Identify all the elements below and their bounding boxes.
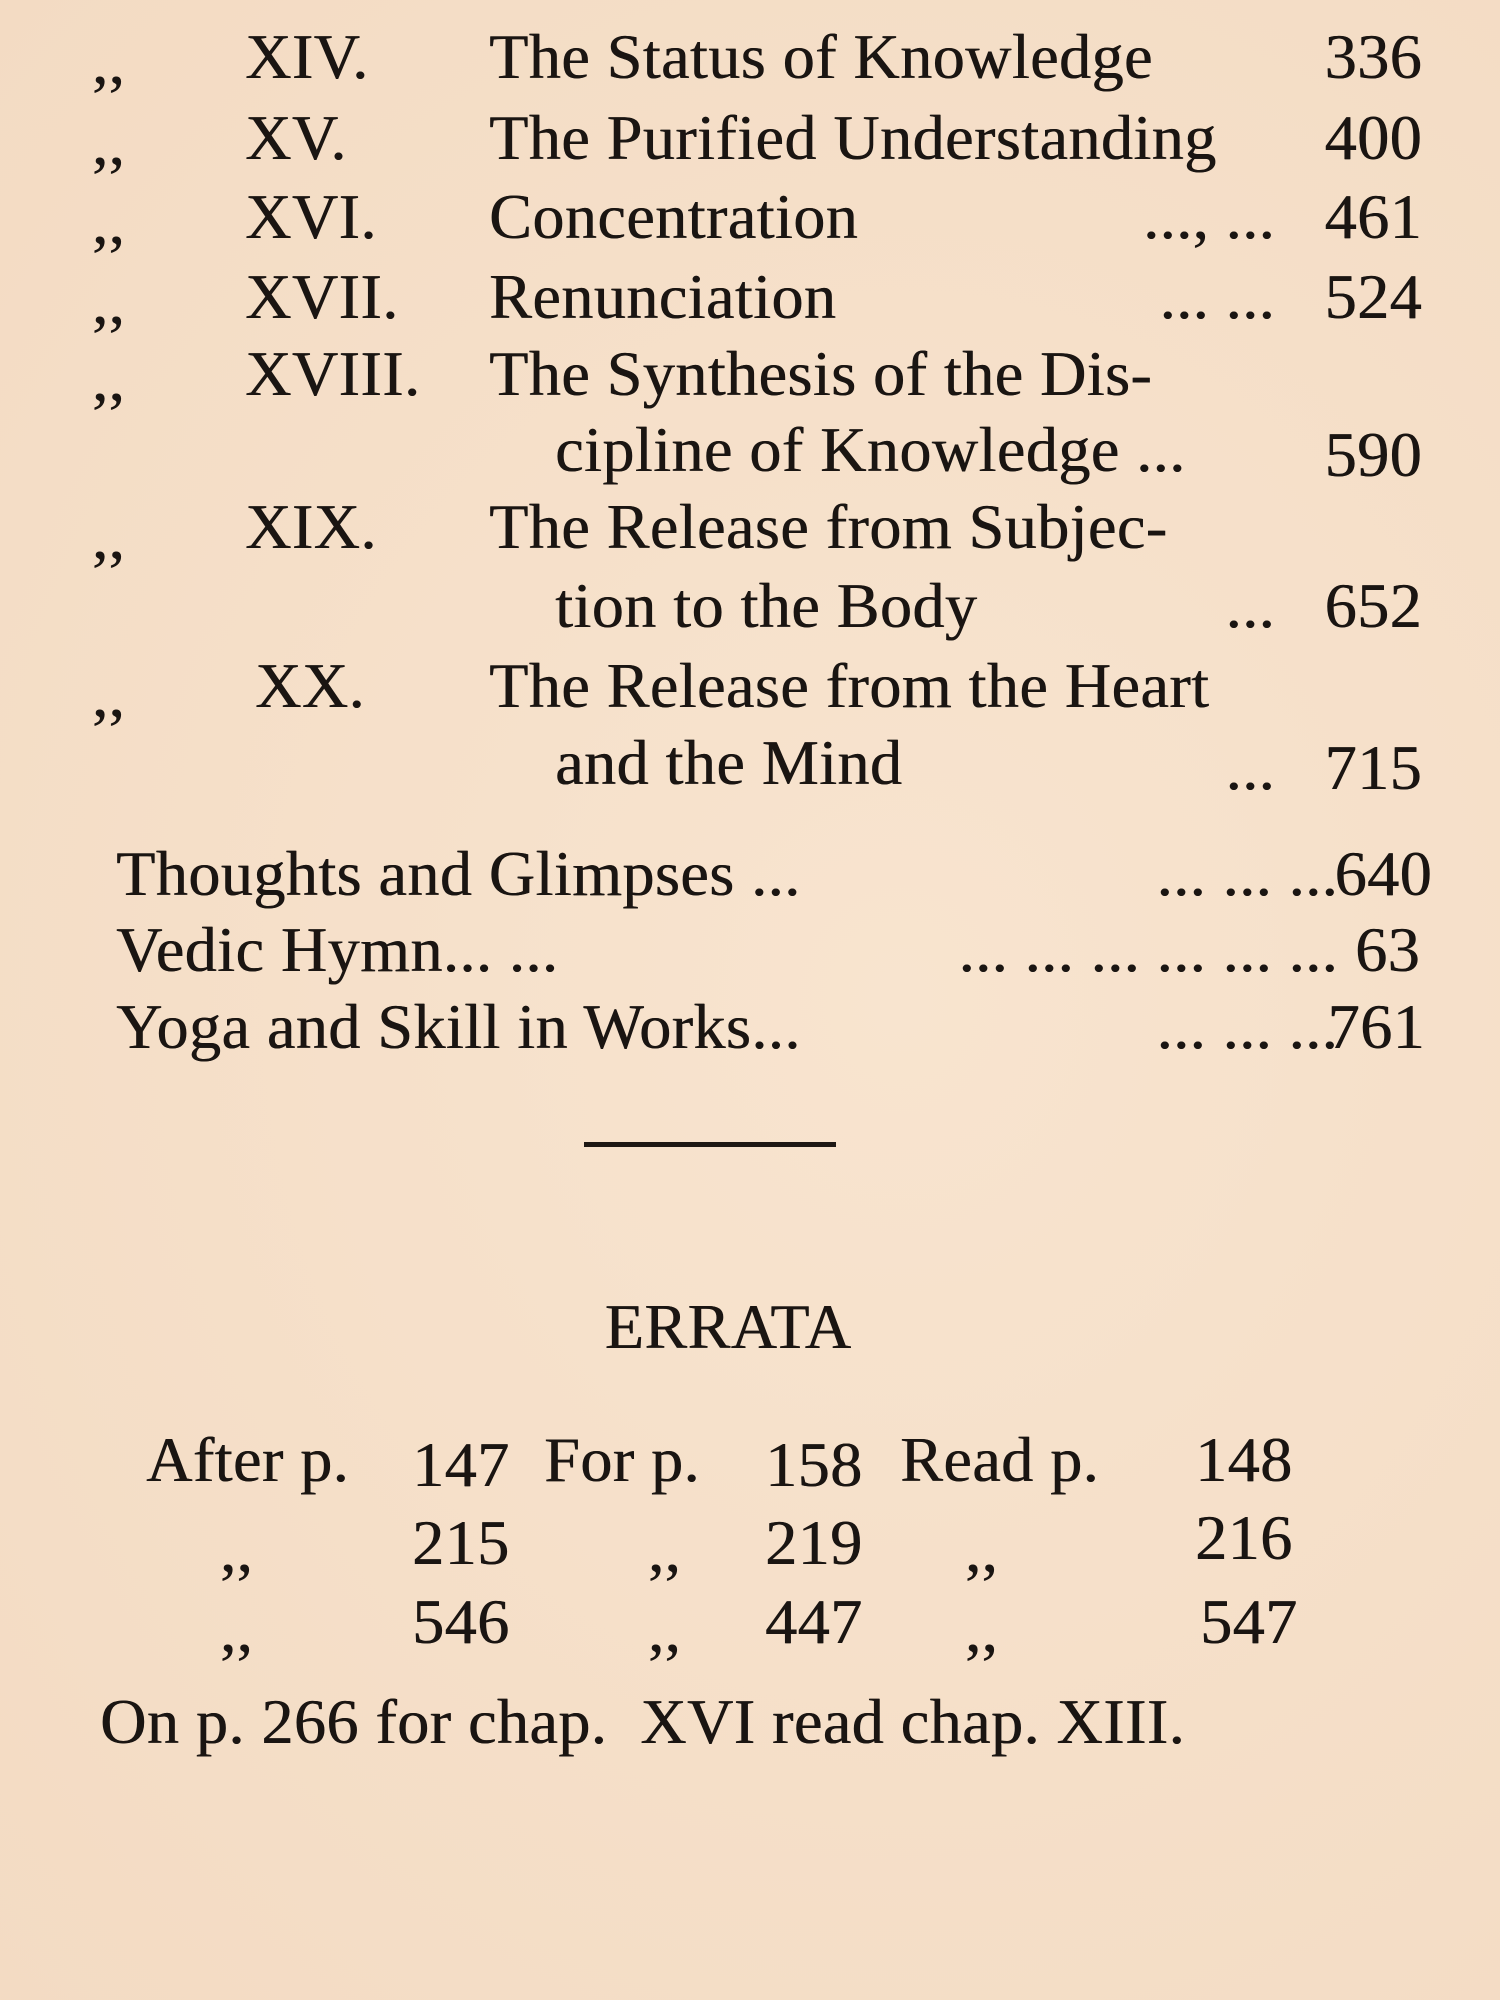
page-number: 640 [1334, 838, 1432, 909]
chapter-numeral: XVI. [245, 181, 377, 252]
chapter-title: The Status of Knowledge [489, 21, 1153, 92]
ditto-mark: ,, [220, 1514, 253, 1585]
dot-leader: ... ... ... ... ... ... [958, 914, 1338, 985]
ditto-mark: ,, [92, 26, 125, 97]
page-number: 461 [1324, 181, 1422, 252]
ditto-mark: ,, [965, 1514, 998, 1585]
chapter-title-line-1: The Synthesis of the Dis- [489, 338, 1153, 409]
chapter-numeral: XVII. [245, 261, 399, 332]
chapter-title-line-2: and the Mind [555, 727, 903, 798]
ditto-mark: ,, [648, 1514, 681, 1585]
ditto-mark: ,, [220, 1594, 253, 1665]
chapter-numeral: XIX. [245, 491, 377, 562]
ditto-mark: ,, [92, 501, 125, 572]
ditto-mark: ,, [92, 659, 125, 730]
chapter-numeral: XIV. [245, 21, 369, 92]
errata-label: After p. [146, 1424, 350, 1495]
entry-title: Vedic Hymn... ... [116, 914, 559, 985]
page-number: 336 [1324, 21, 1422, 92]
page-number: 400 [1324, 102, 1422, 173]
errata-note: On p. 266 for chap. XVI read chap. XIII. [100, 1686, 1185, 1757]
chapter-numeral: XVIII. [245, 338, 421, 409]
chapter-title-line-1: The Release from the Heart [489, 650, 1210, 721]
errata-page: 219 [765, 1507, 863, 1578]
section-divider [584, 1142, 836, 1147]
page-number: 590 [1324, 419, 1422, 490]
dot-leader: ... [1225, 732, 1275, 803]
errata-page: 447 [765, 1586, 863, 1657]
ditto-mark: ,, [648, 1594, 681, 1665]
ditto-mark: ,, [92, 266, 125, 337]
chapter-title-line-2: tion to the Body [555, 570, 978, 641]
dot-leader: ... ... [1159, 261, 1275, 332]
page-number: 524 [1324, 261, 1422, 332]
errata-page: 547 [1200, 1586, 1298, 1657]
chapter-title: Renunciation [489, 261, 837, 332]
ditto-mark: ,, [965, 1594, 998, 1665]
page-number: 761 [1327, 991, 1425, 1062]
page-number: 652 [1324, 570, 1422, 641]
entry-title: Yoga and Skill in Works... [116, 991, 801, 1062]
dot-leader: ... ... ... [1156, 838, 1338, 909]
dot-leader: ... ... ... [1156, 991, 1338, 1062]
errata-heading: ERRATA [604, 1291, 852, 1362]
errata-page: 546 [412, 1586, 510, 1657]
ditto-mark: ,, [92, 186, 125, 257]
chapter-title-line-2: cipline of Knowledge ... [555, 414, 1186, 485]
entry-title: Thoughts and Glimpses ... [116, 838, 801, 909]
errata-page: 158 [765, 1429, 863, 1500]
page-number: 63 [1355, 914, 1420, 985]
errata-page: 216 [1195, 1502, 1293, 1573]
ditto-mark: ,, [92, 343, 125, 414]
errata-page: 215 [412, 1507, 510, 1578]
chapter-title: The Purified Understanding [489, 102, 1217, 173]
page-number: 715 [1324, 732, 1422, 803]
dot-leader: ... [1225, 570, 1275, 641]
errata-label: Read p. [900, 1424, 1099, 1495]
errata-page: 148 [1195, 1424, 1293, 1495]
chapter-numeral: XX. [255, 650, 365, 721]
dot-leader: ..., ... [1143, 181, 1275, 252]
chapter-numeral: XV. [245, 102, 347, 173]
ditto-mark: ,, [92, 107, 125, 178]
errata-page: 147 [412, 1429, 510, 1500]
chapter-title: Concentration [489, 181, 859, 252]
chapter-title-line-1: The Release from Subjec- [489, 491, 1168, 562]
errata-label: For p. [544, 1424, 700, 1495]
